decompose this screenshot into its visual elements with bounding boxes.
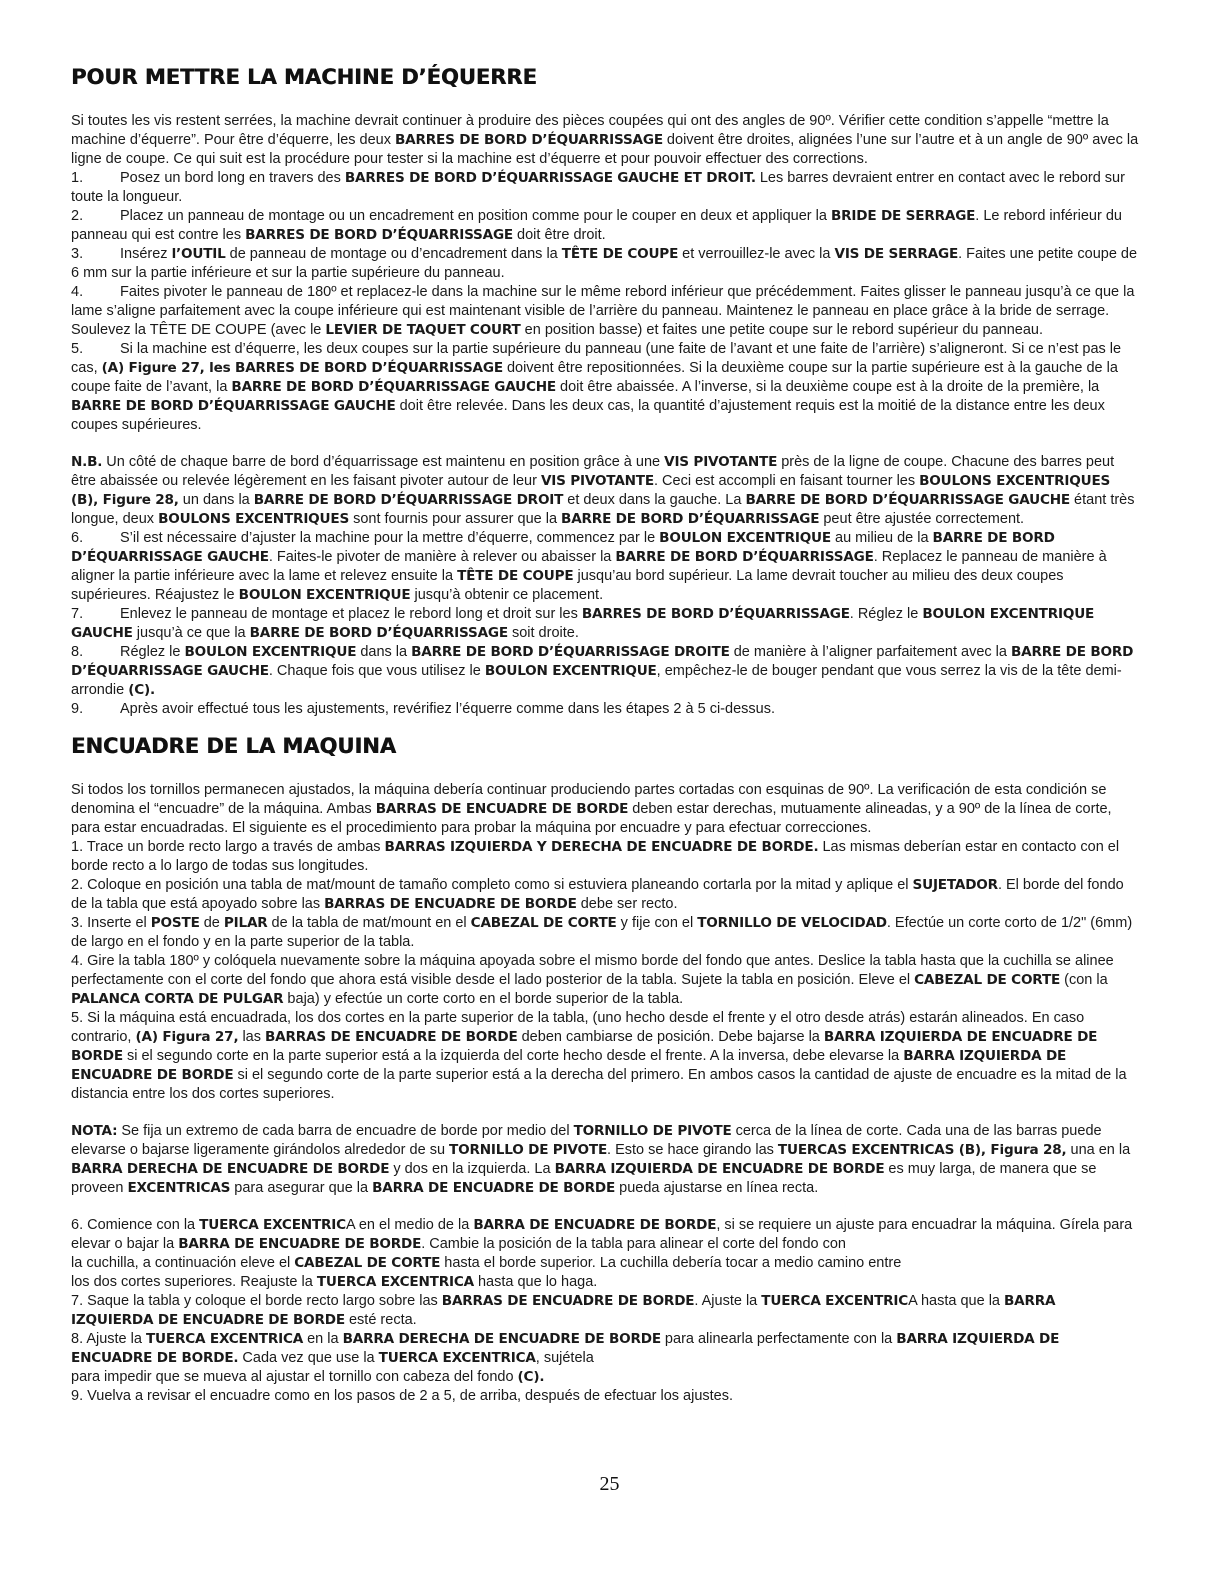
bold-term: BARRA IZQUIERDA DE ENCUADRE DE BORDE [71, 1293, 1056, 1328]
bold-term: POSTE [150, 915, 200, 931]
text-run: jusqu’à obtenir ce placement. [410, 587, 604, 603]
bold-term: CABEZAL DE CORTE [470, 915, 617, 931]
paragraph [71, 781, 1141, 838]
bold-term: BARRA DE ENCUADRE DE BORDE [473, 1217, 717, 1233]
text-run: . Efectúe un corte corto de 1/2" (6mm) de largo en el fondo y en la parte superior de la tabla. [71, 915, 1133, 950]
text-run: 3. Inserte el [71, 915, 151, 931]
text-run: . Cambie la posición de la tabla para alinear el corte del fondo con [421, 1236, 846, 1252]
text-run: cerca de la línea de corte. Cada una de las barras puede elevarse o bajarse ligeramente girándolos alrededor de su [71, 1123, 1102, 1158]
paragraph [71, 700, 1141, 719]
text-run: los dos cortes superiores. Reajuste la [71, 1274, 317, 1290]
bold-term: BARRE DE BORD D’ÉQUARRISSAGE GAUCHE [71, 644, 1134, 679]
manual-page [71, 60, 1141, 1406]
text-run: Las mismas deberían estar en contacto con el borde recto a lo largo de todas sus longitudes. [71, 839, 1120, 874]
text-run: y fije con el [616, 915, 698, 931]
text-run: . Faites une petite coupe de 6 mm sur la partie inférieure et sur la partie supérieure du panneau. [71, 246, 1138, 281]
text-run: 1. Trace un borde recto largo a través de ambas [71, 839, 385, 855]
text-run: S’il est nécessaire d’ajuster la machine pour la mettre d’équerre, commencez par le [120, 530, 660, 546]
text-run: hasta el borde superior. La cuchilla debería tocar a medio camino entre [440, 1255, 902, 1271]
paragraph [71, 952, 1141, 1009]
bold-term: CABEZAL DE CORTE [914, 972, 1061, 988]
bold-term: (A) Figure 27, les BARRES DE BORD D’ÉQUARRISSAGE [101, 360, 503, 376]
bold-term: BARRA DERECHA DE ENCUADRE DE BORDE [342, 1331, 661, 1347]
step-number: 5. [71, 341, 84, 357]
text-run: para asegurar que la [230, 1180, 373, 1196]
bold-term: BRIDE DE SERRAGE [830, 208, 976, 224]
bold-term: BOULONS EXCENTRIQUES (B), Figure 28, [71, 473, 1111, 508]
text-run: A hasta que la [908, 1293, 1005, 1309]
paragraph [71, 1292, 1141, 1330]
text-run: deben estar derechas, mutuamente alineadas, y a 90º de la línea de corte, para estar encuadradas. El siguiente es el procedimiento para probar la máquina por encuadre y para efectuar correcciones. [71, 801, 1112, 836]
bold-term: BARRE DE BORD D’ÉQUARRISSAGE DROIT [253, 492, 564, 508]
bold-term: NOTA: [71, 1123, 118, 1139]
bold-term: BARRE DE BORD D’ÉQUARRISSAGE [615, 549, 874, 565]
step-number: 4. [71, 284, 84, 300]
paragraph [71, 838, 1141, 876]
text-run: . Esto se hace girando las [607, 1142, 778, 1158]
text-run: Les barres devraient entrer en contact avec le rebord sur toute la longueur. [71, 170, 1125, 205]
text-run: baja) y efectúe un corte corto en el borde superior de la tabla. [283, 991, 684, 1007]
bold-term: BARRA IZQUIERDA DE ENCUADRE DE BORDE [554, 1161, 885, 1177]
paragraph [71, 1216, 1141, 1292]
text-run: deben cambiarse de posición. Debe bajarse la [517, 1029, 824, 1045]
text-run: . Le rebord inférieur du panneau qui est contre les [71, 208, 1122, 243]
paragraph [71, 283, 1141, 340]
text-run: es muy larga, de manera que se proveen [71, 1161, 1097, 1196]
bold-term: BARRE DE BORD D’ÉQUARRISSAGE GAUCHE [231, 379, 556, 395]
bold-term: BARRAS DE ENCUADRE DE BORDE [441, 1293, 695, 1309]
text-run: près de la ligne de coupe. Chacune des barres peut être abaissée ou relevée légèrement en les faisant pivoter autour de leur [71, 454, 1115, 489]
bold-term: BARRA IZQUIERDA DE ENCUADRE DE BORDE. [71, 1331, 1060, 1366]
text-run: doivent être droites, alignées l’une sur l’autre et à un angle de 90º avec la ligne de coupe. Ce qui suit est la procédure pour tester si la machine est d’équerre et pour pouvoir effectuer des corrections. [71, 132, 1139, 167]
text-run: Si todos los tornillos permanecen ajustados, la máquina debería continuar produciendo partes cortadas con esquinas de 90º. La verificación de esta condición se denomina el “encuadre” de la máquina. Ambas [71, 782, 1107, 817]
text-run: jusqu’au bord supérieur. La lame devrait toucher au milieu des deux coupes supérieures. Réajustez le [71, 568, 1064, 603]
step-number: 6. [71, 530, 84, 546]
bold-term: TUERCA EXCENTRICA [316, 1274, 474, 1290]
text-run: si el segundo corte de la parte superior está a la derecha del primero. En ambos casos la cantidad de ajuste de encuadre es la mitad de la distancia entre los dos cortes superiores. [71, 1067, 1127, 1102]
text-run: . El borde del fondo de la tabla que está apoyado sobre las [71, 877, 1124, 912]
text-run: Cada vez que use la [238, 1350, 379, 1366]
text-run: Réglez le [120, 644, 185, 660]
bold-term: (C). [128, 682, 156, 698]
bold-term: LEVIER DE TAQUET COURT [325, 322, 521, 338]
paragraph [71, 1122, 1141, 1198]
text-run: , si se requiere un ajuste para encuadrar la máquina. Gírela para elevar o bajar la [71, 1217, 1133, 1252]
step-number: 2. [71, 208, 84, 224]
step-number: 7. [71, 606, 84, 622]
text-run: Faites pivoter le panneau de 180º et replacez-le dans la machine sur le même rebord inférieur que précédemment. Faites glisser le panneau jusqu’à ce que la lame s’aligne parfaitement avec la coupe inférieure qui est maintenant visible de l’arrière du panneau. Maintenez le panneau en place grâce à la bride de serrage. Soulevez la TÊTE DE COUPE (avec le [71, 284, 1135, 338]
text-run: doit être droit. [513, 227, 606, 243]
text-run: en position basse) et faites une petite coupe sur le rebord supérieur du panneau. [520, 322, 1043, 338]
text-run: peut être ajustée correctement. [819, 511, 1025, 527]
bold-term: BARRAS DE ENCUADRE DE BORDE [324, 896, 577, 912]
text-run: debe ser recto. [576, 896, 678, 912]
text-run: et verrouillez-le avec la [678, 246, 835, 262]
section-heading-french: POUR METTRE LA MACHINE D’ÉQUERRE [71, 65, 537, 89]
text-run: , empêchez-le de bouger pendant que vous serrez la vis de la tête demi-arrondie [71, 663, 1122, 698]
text-run: para alinearla perfectamente con la [660, 1331, 897, 1347]
text-run: . Ajuste la [694, 1293, 762, 1309]
text-run: la cuchilla, a continuación eleve el [71, 1255, 295, 1271]
text-run: un dans la [178, 492, 254, 508]
bold-term: (C). [517, 1369, 545, 1385]
bold-term: BARRA DERECHA DE ENCUADRE DE BORDE [71, 1161, 390, 1177]
bold-term: TUERCA EXCENTRICA [145, 1331, 304, 1347]
text-run: 5. Si la máquina está encuadrada, los dos cortes en la parte superior de la tabla, (uno hecho desde el frente y el otro desde atrás) estarán alineados. En caso contrario, [71, 1010, 1085, 1045]
bold-term: BOULON EXCENTRIQUE [659, 530, 831, 546]
bold-term: BARRES DE BORD D’ÉQUARRISSAGE [581, 606, 850, 622]
paragraph [71, 1387, 1141, 1406]
bold-term: VIS PIVOTANTE [664, 454, 778, 470]
paragraph [71, 605, 1141, 643]
section-heading-spanish: ENCUADRE DE LA MAQUINA [71, 734, 396, 758]
paragraph-gap [71, 1198, 1141, 1216]
bold-term: TÊTE DE COUPE [457, 568, 574, 584]
step-number: 9. [71, 701, 84, 717]
bold-term: BARRAS DE ENCUADRE DE BORDE [265, 1029, 518, 1045]
text-run: 4. Gire la tabla 180º y colóquela nuevamente sobre la máquina apoyada sobre el mismo borde del fondo que antes. Deslice la tabla hasta que la cuchilla se alinee perfectamente con el corte del fondo que ahora está visible desde el lado posterior de la tabla. Sujete la tabla en posición. Eleve el [71, 953, 1114, 988]
bold-term: BOULON EXCENTRIQUE [184, 644, 357, 660]
paragraph [71, 112, 1141, 169]
page-number: 25 [599, 1473, 620, 1495]
bold-term: BARRA DE ENCUADRE DE BORDE [372, 1180, 616, 1196]
bold-term: TORNILLO DE VELOCIDAD [697, 915, 887, 931]
text-run: 7. Saque la tabla y coloque el borde recto largo sobre las [71, 1293, 442, 1309]
bold-term: (A) Figura 27, [135, 1029, 239, 1045]
text-run: jusqu’à ce que la [132, 625, 250, 641]
text-run: Un côté de chaque barre de bord d’équarrissage est maintenu en position grâce à une [102, 454, 665, 470]
text-run: . Chaque fois que vous utilisez le [268, 663, 485, 679]
bold-term: BOULONS EXCENTRIQUES [158, 511, 350, 527]
bold-term: BOULON EXCENTRIQUE GAUCHE [71, 606, 1095, 641]
bold-term: EXCENTRICAS [127, 1180, 231, 1196]
bold-term: BARRA DE ENCUADRE DE BORDE [178, 1236, 422, 1252]
bold-term: l’OUTIL [171, 246, 226, 262]
spanish-section-body [71, 781, 1141, 1406]
bold-term: BARRES DE BORD D’ÉQUARRISSAGE GAUCHE ET DROIT. [344, 170, 756, 186]
text-run: hasta que lo haga. [473, 1274, 598, 1290]
bold-term: BARRES DE BORD D’ÉQUARRISSAGE [245, 227, 514, 243]
bold-term: TORNILLO DE PIVOTE [573, 1123, 732, 1139]
bold-term: BOULON EXCENTRIQUE [238, 587, 411, 603]
step-number: 3. [71, 246, 84, 262]
bold-term: TORNILLO DE PIVOTE [449, 1142, 608, 1158]
text-run: en la [303, 1331, 343, 1347]
bold-term: BARRE DE BORD D’ÉQUARRISSAGE [249, 625, 508, 641]
text-run: 2. Coloque en posición una tabla de mat/mount de tamaño completo como si estuviera planeando cortarla por la mitad y aplique el [71, 877, 913, 893]
text-run: 9. Vuelva a revisar el encuadre como en los pasos de 2 a 5, de arriba, después de efectuar los ajustes. [71, 1388, 734, 1404]
bold-term: BARRE DE BORD D’ÉQUARRISSAGE DROITE [411, 644, 730, 660]
step-number: 1. [71, 170, 84, 186]
paragraph [71, 207, 1141, 245]
bold-term: BARRA IZQUIERDA DE ENCUADRE DE BORDE [71, 1029, 1098, 1064]
text-run: 8. Ajuste la [71, 1331, 146, 1347]
text-run: Se fija un extremo de cada barra de encuadre de borde por medio del [117, 1123, 574, 1139]
text-run: y dos en la izquierda. La [389, 1161, 555, 1177]
bold-term: BARRAS DE ENCUADRE DE BORDE [375, 801, 629, 817]
bold-term: TUERCAS EXCENTRICAS (B), Figura 28, [777, 1142, 1067, 1158]
bold-term: BARRE DE BORD D’ÉQUARRISSAGE GAUCHE [745, 492, 1071, 508]
bold-term: BARRA IZQUIERDA DE ENCUADRE DE BORDE [71, 1048, 1067, 1083]
text-run: 6. Comience con la [71, 1217, 200, 1233]
text-run: para impedir que se mueva al ajustar el tornillo con cabeza del fondo [71, 1369, 518, 1385]
text-run: esté recta. [344, 1312, 417, 1328]
text-run: Enlevez le panneau de montage et placez le rebord long et droit sur les [120, 606, 582, 622]
text-run: doit être relevée. Dans les deux cas, la quantité d’ajustement requis est la moitié de la distance entre les deux coupes supérieures. [71, 398, 1105, 433]
bold-term: TUERCA EXCENTRIC [761, 1293, 909, 1309]
bold-term: BARRE DE BORD D’ÉQUARRISSAGE [561, 511, 820, 527]
paragraph [71, 1009, 1141, 1104]
bold-term: SUJETADOR [912, 877, 998, 893]
paragraph [71, 245, 1141, 283]
text-run: . Faites-le pivoter de manière à relever ou abaisser la [268, 549, 616, 565]
text-run: . Ceci est accompli en faisant tourner les [653, 473, 920, 489]
text-run: una en la [1066, 1142, 1131, 1158]
text-run: doit être abaissée. A l’inverse, si la deuxième coupe est à la droite de la première, la [556, 379, 1100, 395]
text-run: étant très longue, deux [71, 492, 1135, 527]
bold-term: PALANCA CORTA DE PULGAR [71, 991, 284, 1007]
text-run: de manière à l’aligner parfaitement avec la [729, 644, 1011, 660]
text-run: Après avoir effectué tous les ajustements, revérifiez l’équerre comme dans les étapes 2 à 5 ci-dessus. [120, 701, 775, 717]
text-run: de panneau de montage ou d’encadrement dans la [225, 246, 562, 262]
text-run: doivent être repositionnées. Si la deuxième coupe sur la partie supérieure est à la gauche de la coupe faite de l’avant, la [71, 360, 1118, 395]
text-run: sont fournis pour assurer que la [349, 511, 562, 527]
text-run: de la tabla de mat/mount en el [267, 915, 471, 931]
paragraph [71, 169, 1141, 207]
text-run: Insérez [120, 246, 172, 262]
bold-term: PILAR [223, 915, 268, 931]
bold-term: TUERCA EXCENTRIC [199, 1217, 346, 1233]
bold-term: BARRAS IZQUIERDA Y DERECHA DE ENCUADRE DE BORDE. [384, 839, 819, 855]
bold-term: BOULON EXCENTRIQUE [484, 663, 657, 679]
paragraph-gap [71, 435, 1141, 453]
bold-term: TÊTE DE COUPE [561, 246, 679, 262]
bold-term: VIS PIVOTANTE [540, 473, 654, 489]
text-run: pueda ajustarse en línea recta. [615, 1180, 819, 1196]
bold-term: TUERCA EXCENTRICA [378, 1350, 536, 1366]
text-run: . Replacez le panneau de manière à aligner la partie inférieure avec la lame et relevez ensuite la [71, 549, 1107, 584]
french-section-body [71, 112, 1141, 719]
text-run: au milieu de la [830, 530, 933, 546]
bold-term: VIS DE SERRAGE [834, 246, 959, 262]
text-run: Placez un panneau de montage ou un encadrement en position comme pour le couper en deux et appliquer la [120, 208, 831, 224]
text-run: dans la [356, 644, 412, 660]
bold-term: BARRE DE BORD D’ÉQUARRISSAGE GAUCHE [71, 398, 396, 414]
text-run: Posez un bord long en travers des [120, 170, 345, 186]
text-run: . Réglez le [849, 606, 923, 622]
paragraph [71, 529, 1141, 605]
paragraph [71, 914, 1141, 952]
step-number: 8. [71, 644, 84, 660]
bold-term: CABEZAL DE CORTE [294, 1255, 441, 1271]
paragraph [71, 340, 1141, 435]
text-run: A en el medio de la [345, 1217, 474, 1233]
bold-term: BARRE DE BORD D’ÉQUARRISSAGE GAUCHE [71, 530, 1055, 565]
text-run: , sujétela [535, 1350, 594, 1366]
paragraph [71, 876, 1141, 914]
text-run: soit droite. [507, 625, 579, 641]
paragraph [71, 1330, 1141, 1387]
paragraph [71, 643, 1141, 700]
text-run: Si la machine est d’équerre, les deux coupes sur la partie supérieure du panneau (une faite de l’avant et une faite de l’arrière) s’aligneront. Si ce n’est pas le cas, [71, 341, 1122, 376]
bold-term: BARRES DE BORD D’ÉQUARRISSAGE [395, 132, 663, 148]
paragraph [71, 453, 1141, 529]
paragraph-gap [71, 1104, 1141, 1122]
text-run: et deux dans la gauche. La [563, 492, 746, 508]
text-run: de [199, 915, 224, 931]
text-run: las [238, 1029, 266, 1045]
bold-term: N.B. [71, 454, 103, 470]
text-run: (con la [1060, 972, 1108, 988]
text-run: Si toutes les vis restent serrées, la machine devrait continuer à produire des pièces coupées qui ont des angles de 90º. Vérifier cette condition s’appelle “mettre la machine d’équerre”. Pour être d’équerre, les deux [71, 113, 1109, 148]
text-run: si el segundo corte en la parte superior está a la izquierda del corte hecho desde el frente. A la inversa, debe elevarse la [122, 1048, 904, 1064]
